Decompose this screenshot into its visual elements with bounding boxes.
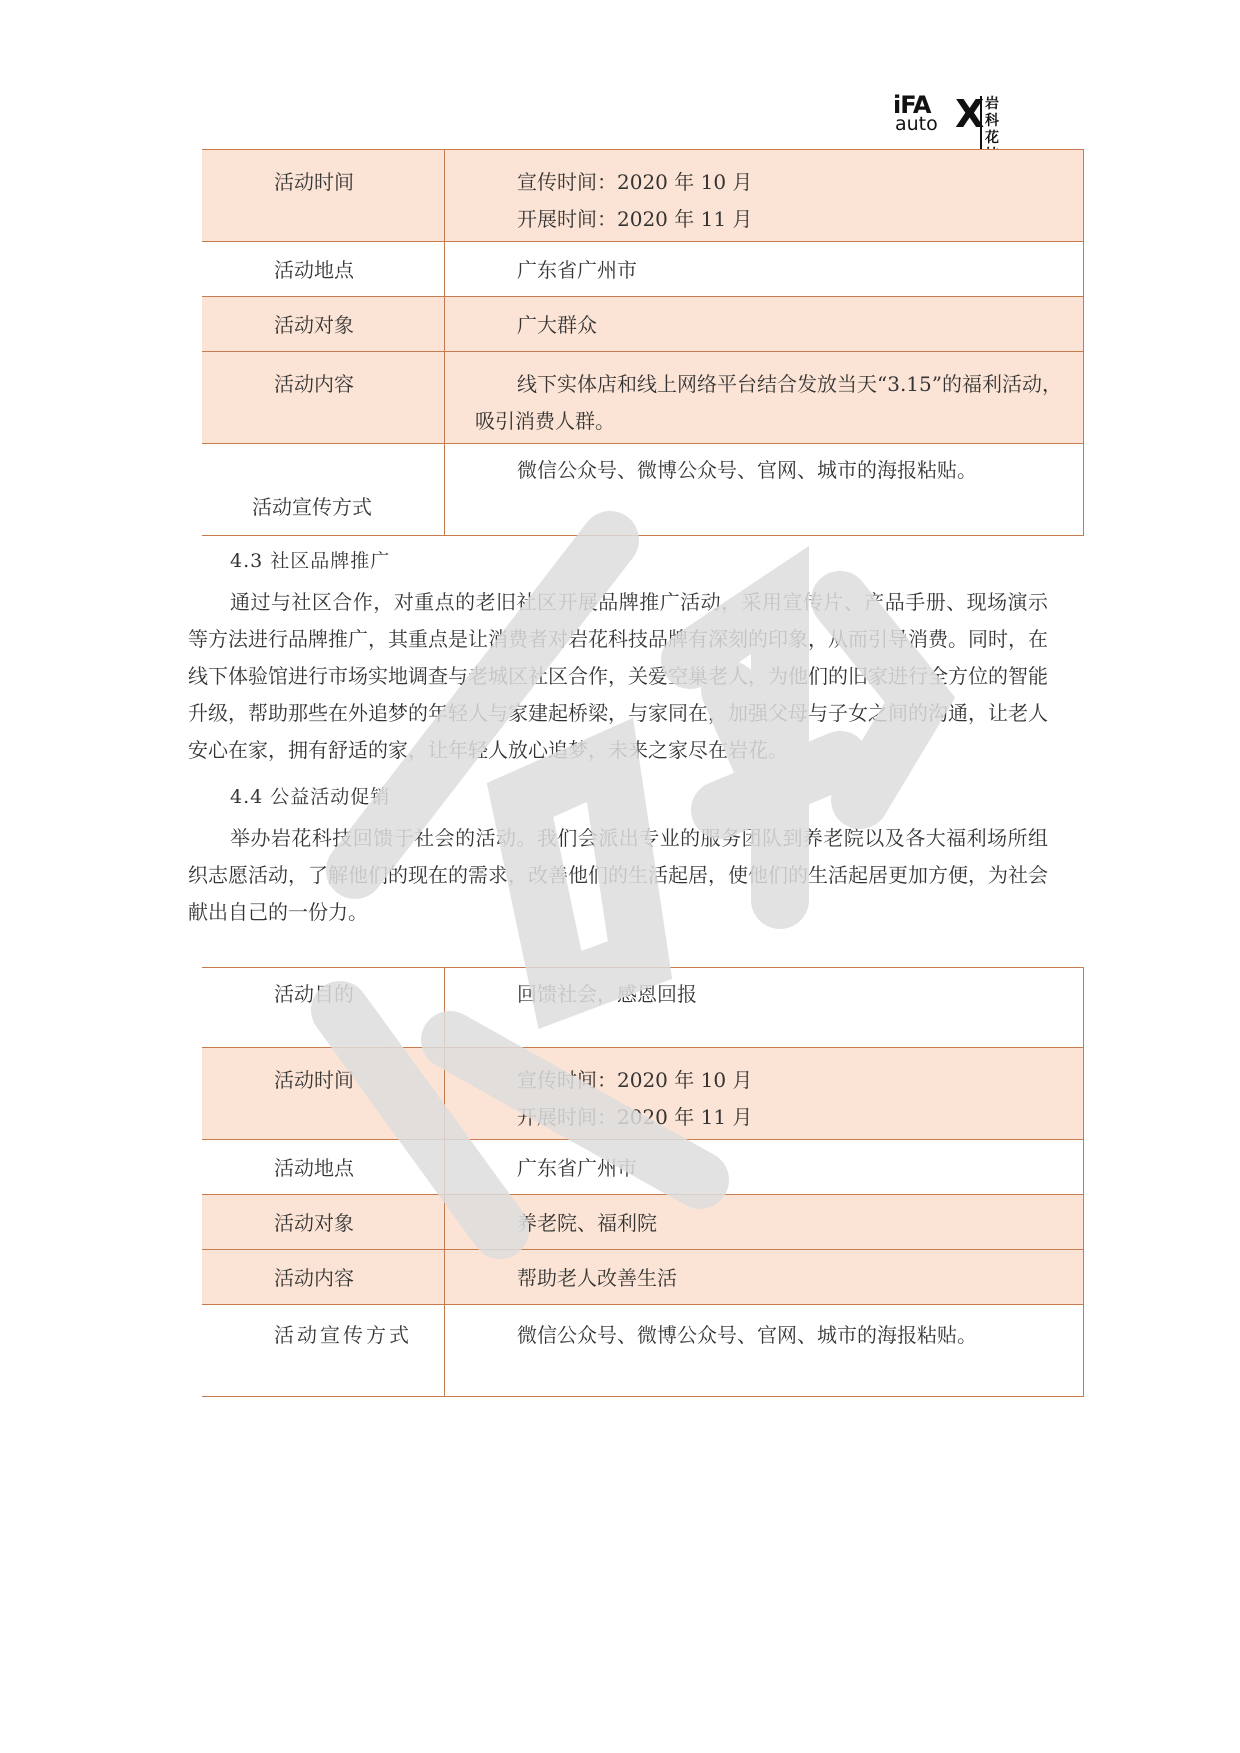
table-label-cell (202, 968, 445, 1048)
table-value-cell (445, 1048, 1084, 1140)
row-label: 活动时间 (274, 1068, 354, 1092)
row-label: 活动宣传方式 (274, 1323, 412, 1347)
row-label: 活动目的 (274, 982, 354, 1006)
row-value (445, 1048, 1083, 1136)
row-label: 活动对象 (274, 313, 354, 337)
table-value-cell (445, 444, 1084, 536)
table-label-cell (202, 242, 445, 297)
logo-cn-top: 岩科 (985, 96, 999, 129)
table-value-cell (445, 242, 1084, 297)
table-value-cell (445, 1195, 1084, 1250)
row-value: 微信公众号、微博公众号、官网、城市的海报粘贴。 (517, 458, 977, 482)
table-row (202, 1195, 1084, 1250)
value-line: 宣传时间：2020 年 10 月 (517, 1068, 753, 1092)
table-label-cell (202, 1305, 445, 1397)
activity-table-1 (202, 149, 1084, 536)
row-label: 活动地点 (274, 258, 354, 282)
table-label-cell (202, 444, 445, 536)
table-row (202, 444, 1084, 536)
row-value: 帮助老人改善生活 (517, 1266, 677, 1290)
table-row (202, 242, 1084, 297)
section-heading-4-4: 4.4 公益活动促销 (230, 786, 391, 808)
row-value: 微信公众号、微博公众号、官网、城市的海报粘贴。 (517, 1323, 977, 1347)
table-value-cell (445, 968, 1084, 1048)
table-row (202, 1305, 1084, 1397)
table-value-cell (445, 1140, 1084, 1195)
brand-logo (893, 91, 1005, 146)
row-label: 活动内容 (274, 372, 354, 396)
table-label-cell (202, 150, 445, 242)
activity-table-2 (202, 967, 1084, 1397)
table-label-cell (202, 1195, 445, 1250)
section-heading-4-3: 4.3 社区品牌推广 (230, 550, 391, 572)
row-value: 广大群众 (517, 313, 597, 337)
row-label: 活动时间 (274, 170, 354, 194)
table-label-cell (202, 352, 445, 444)
table-row (202, 352, 1084, 444)
table-row (202, 150, 1084, 242)
row-value: 养老院、福利院 (517, 1211, 657, 1235)
value-line: 宣传时间：2020 年 10 月 (517, 170, 753, 194)
table-row (202, 1250, 1084, 1305)
value-line: 开展时间：2020 年 11 月 (517, 1105, 753, 1129)
value-line: 开展时间：2020 年 11 月 (517, 207, 753, 231)
table-label-cell (202, 1140, 445, 1195)
row-value: 回馈社会，感恩回报 (517, 982, 697, 1006)
table-label-cell (202, 1048, 445, 1140)
row-label: 活动地点 (274, 1156, 354, 1180)
logo-main-text: iFA (893, 91, 931, 119)
logo-sub-text: auto (895, 113, 938, 135)
logo-x-mark: X (955, 92, 985, 136)
section-body-4-3: 通过与社区合作，对重点的老旧社区开展品牌推广活动，采用宣传片、产品手册、现场演示等方法进行品牌推广，其重点是让消费者对岩花科技品牌有深刻的印象，从而引导消费。同时，在线下体验馆进行市场实地调查与老城区社区合作，关爱空巢老人，为他们的旧家进行全方位的智能升级，帮助那些在外追梦的年轻人与家建起桥梁，与家同在，加强父母与子女之间的沟通，让老人安心在家，拥有舒适的家，让年轻人放心追梦，未来之家尽在岩花。 (188, 590, 1048, 762)
row-value: 广东省广州市 (517, 1156, 637, 1180)
table-label-cell (202, 297, 445, 352)
table-value-cell (445, 297, 1084, 352)
table-row (202, 297, 1084, 352)
table-row (202, 1048, 1084, 1140)
table-value-cell (445, 150, 1084, 242)
table-row (202, 1140, 1084, 1195)
row-label: 活动宣传方式 (252, 495, 372, 519)
row-value: 线下实体店和线上网络平台结合发放当天“3.15”的福利活动，吸引消费人群。 (475, 372, 1062, 433)
table-label-cell (202, 1250, 445, 1305)
row-value: 广东省广州市 (517, 258, 637, 282)
table-value-cell (445, 1305, 1084, 1397)
section-body-4-4: 举办岩花科技回馈于社会的活动。我们会派出专业的服务团队到养老院以及各大福利场所组织志愿活动，了解他们的现在的需求，改善他们的生活起居，使他们的生活起居更加方便，为社会献出自己的一份力。 (188, 826, 1048, 924)
table-value-cell (445, 352, 1084, 444)
table-value-cell (445, 1250, 1084, 1305)
logo-cn-bottom: 花 (985, 130, 999, 146)
row-value (445, 150, 1083, 238)
table-row (202, 968, 1084, 1048)
row-label: 活动对象 (274, 1211, 354, 1235)
row-label: 活动内容 (274, 1266, 354, 1290)
